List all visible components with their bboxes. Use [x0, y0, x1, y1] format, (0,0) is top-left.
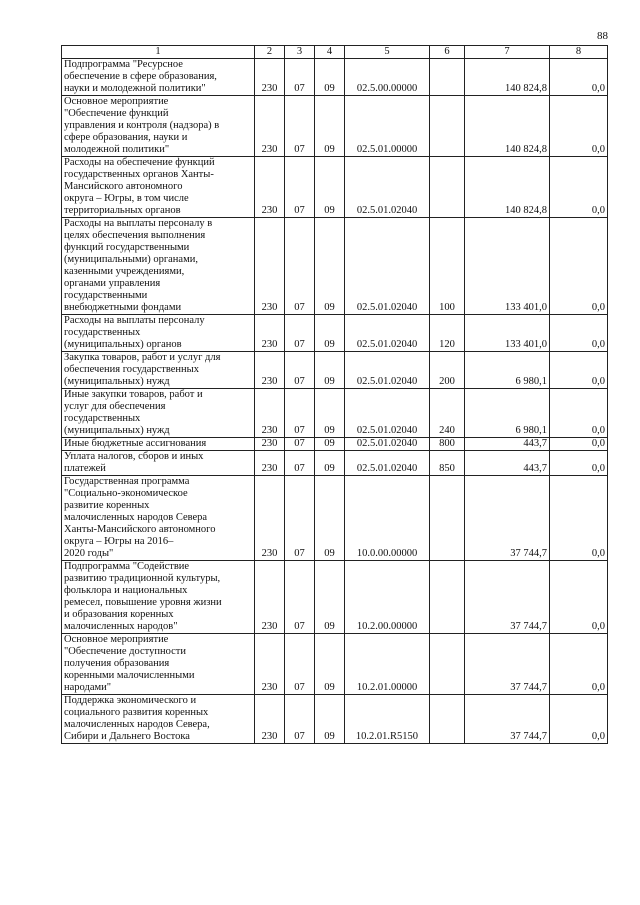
target-article-cell: 02.5.01.02040	[345, 389, 430, 438]
amount-cell: 140 824,8	[465, 157, 550, 218]
row-name-cell: Расходы на выплаты персоналу государственных (муниципальных) органов	[62, 315, 255, 352]
row-name-cell: Подпрограмма "Ресурсное обеспечение в сфере образования, науки и молодежной политики"	[62, 59, 255, 96]
page-number: 88	[597, 30, 608, 42]
admin-code-cell: 230	[255, 157, 285, 218]
row-name-cell: Расходы на обеспечение функций государственных органов Ханты- Мансийского автономного округа – Югры, в том числе территориальных органов	[62, 157, 255, 218]
amount-2-cell: 0,0	[550, 315, 608, 352]
subsection-cell: 09	[315, 389, 345, 438]
amount-2-cell: 0,0	[550, 389, 608, 438]
subsection-cell: 09	[315, 634, 345, 695]
subsection-cell: 09	[315, 59, 345, 96]
amount-cell: 133 401,0	[465, 315, 550, 352]
section-cell: 07	[285, 389, 315, 438]
admin-code-cell: 230	[255, 59, 285, 96]
amount-cell: 443,7	[465, 451, 550, 476]
amount-cell: 37 744,7	[465, 695, 550, 744]
target-article-cell: 02.5.01.02040	[345, 451, 430, 476]
table-row	[62, 315, 608, 352]
admin-code-cell: 230	[255, 476, 285, 561]
table-row	[62, 451, 608, 476]
expense-type-cell	[430, 59, 465, 96]
budget-table	[61, 45, 608, 744]
subsection-cell: 09	[315, 96, 345, 157]
amount-cell: 6 980,1	[465, 389, 550, 438]
subsection-cell: 09	[315, 695, 345, 744]
column-header: 3	[285, 46, 315, 59]
expense-type-cell: 240	[430, 389, 465, 438]
amount-2-cell: 0,0	[550, 695, 608, 744]
amount-cell: 133 401,0	[465, 218, 550, 315]
target-article-cell: 10.2.01.00000	[345, 634, 430, 695]
amount-2-cell: 0,0	[550, 352, 608, 389]
target-article-cell: 02.5.01.02040	[345, 218, 430, 315]
subsection-cell: 09	[315, 451, 345, 476]
admin-code-cell: 230	[255, 352, 285, 389]
section-cell: 07	[285, 96, 315, 157]
amount-2-cell: 0,0	[550, 218, 608, 315]
target-article-cell: 02.5.01.02040	[345, 438, 430, 451]
table-row	[62, 634, 608, 695]
subsection-cell: 09	[315, 476, 345, 561]
subsection-cell: 09	[315, 561, 345, 634]
section-cell: 07	[285, 634, 315, 695]
admin-code-cell: 230	[255, 438, 285, 451]
admin-code-cell: 230	[255, 218, 285, 315]
table-row	[62, 438, 608, 451]
admin-code-cell: 230	[255, 634, 285, 695]
row-name-cell: Иные закупки товаров, работ и услуг для обеспечения государственных (муниципальных) нужд	[62, 389, 255, 438]
amount-2-cell: 0,0	[550, 157, 608, 218]
section-cell: 07	[285, 451, 315, 476]
section-cell: 07	[285, 352, 315, 389]
section-cell: 07	[285, 561, 315, 634]
expense-type-cell: 850	[430, 451, 465, 476]
expense-type-cell	[430, 476, 465, 561]
table-row	[62, 561, 608, 634]
section-cell: 07	[285, 438, 315, 451]
subsection-cell: 09	[315, 157, 345, 218]
section-cell: 07	[285, 476, 315, 561]
amount-cell: 443,7	[465, 438, 550, 451]
target-article-cell: 02.5.01.00000	[345, 96, 430, 157]
row-name-cell: Закупка товаров, работ и услуг для обеспечения государственных (муниципальных) нужд	[62, 352, 255, 389]
column-header: 2	[255, 46, 285, 59]
target-article-cell: 02.5.00.00000	[345, 59, 430, 96]
section-cell: 07	[285, 218, 315, 315]
subsection-cell: 09	[315, 352, 345, 389]
admin-code-cell: 230	[255, 389, 285, 438]
amount-2-cell: 0,0	[550, 634, 608, 695]
target-article-cell: 10.2.00.00000	[345, 561, 430, 634]
target-article-cell: 10.0.00.00000	[345, 476, 430, 561]
target-article-cell: 10.2.01.R5150	[345, 695, 430, 744]
table-row	[62, 157, 608, 218]
expense-type-cell	[430, 157, 465, 218]
target-article-cell: 02.5.01.02040	[345, 352, 430, 389]
expense-type-cell: 200	[430, 352, 465, 389]
expense-type-cell	[430, 561, 465, 634]
row-name-cell: Расходы на выплаты персоналу в целях обеспечения выполнения функций государственными (муниципальными) органами, казенными учреждениями, органами управления государственными внебюджетными фондами	[62, 218, 255, 315]
amount-2-cell: 0,0	[550, 561, 608, 634]
amount-2-cell: 0,0	[550, 59, 608, 96]
section-cell: 07	[285, 315, 315, 352]
amount-2-cell: 0,0	[550, 451, 608, 476]
row-name-cell: Поддержка экономического и социального развития коренных малочисленных народов Севера, Сибири и Дальнего Востока	[62, 695, 255, 744]
column-header: 7	[465, 46, 550, 59]
amount-cell: 140 824,8	[465, 96, 550, 157]
amount-cell: 140 824,8	[465, 59, 550, 96]
subsection-cell: 09	[315, 218, 345, 315]
row-name-cell: Иные бюджетные ассигнования	[62, 438, 255, 451]
section-cell: 07	[285, 157, 315, 218]
table-row	[62, 59, 608, 96]
admin-code-cell: 230	[255, 451, 285, 476]
amount-cell: 37 744,7	[465, 476, 550, 561]
table-header-row	[62, 46, 608, 59]
column-header: 1	[62, 46, 255, 59]
row-name-cell: Основное мероприятие "Обеспечение функций управления и контроля (надзора) в сфере образования, науки и молодежной политики"	[62, 96, 255, 157]
table-row	[62, 695, 608, 744]
admin-code-cell: 230	[255, 315, 285, 352]
row-name-cell: Государственная программа "Социально-экономическое развитие коренных малочисленных народов Севера Ханты-Мансийского автономного округа – Югры на 2016– 2020 годы"	[62, 476, 255, 561]
column-header: 8	[550, 46, 608, 59]
amount-cell: 37 744,7	[465, 561, 550, 634]
column-header: 4	[315, 46, 345, 59]
amount-2-cell: 0,0	[550, 438, 608, 451]
subsection-cell: 09	[315, 315, 345, 352]
table-row	[62, 352, 608, 389]
row-name-cell: Основное мероприятие "Обеспечение доступности получения образования коренными малочисленными народами"	[62, 634, 255, 695]
table-row	[62, 476, 608, 561]
expense-type-cell: 100	[430, 218, 465, 315]
admin-code-cell: 230	[255, 695, 285, 744]
row-name-cell: Подпрограмма "Содействие развитию традиционной культуры, фольклора и национальных ремесел, повышение уровня жизни и образования коренных малочисленных народов"	[62, 561, 255, 634]
amount-cell: 6 980,1	[465, 352, 550, 389]
target-article-cell: 02.5.01.02040	[345, 157, 430, 218]
table-row	[62, 389, 608, 438]
expense-type-cell: 120	[430, 315, 465, 352]
admin-code-cell: 230	[255, 561, 285, 634]
target-article-cell: 02.5.01.02040	[345, 315, 430, 352]
admin-code-cell: 230	[255, 96, 285, 157]
expense-type-cell: 800	[430, 438, 465, 451]
section-cell: 07	[285, 695, 315, 744]
section-cell: 07	[285, 59, 315, 96]
row-name-cell: Уплата налогов, сборов и иных платежей	[62, 451, 255, 476]
amount-2-cell: 0,0	[550, 476, 608, 561]
table-row	[62, 96, 608, 157]
expense-type-cell	[430, 695, 465, 744]
column-header: 5	[345, 46, 430, 59]
expense-type-cell	[430, 634, 465, 695]
expense-type-cell	[430, 96, 465, 157]
table-row	[62, 218, 608, 315]
amount-2-cell: 0,0	[550, 96, 608, 157]
subsection-cell: 09	[315, 438, 345, 451]
column-header: 6	[430, 46, 465, 59]
amount-cell: 37 744,7	[465, 634, 550, 695]
